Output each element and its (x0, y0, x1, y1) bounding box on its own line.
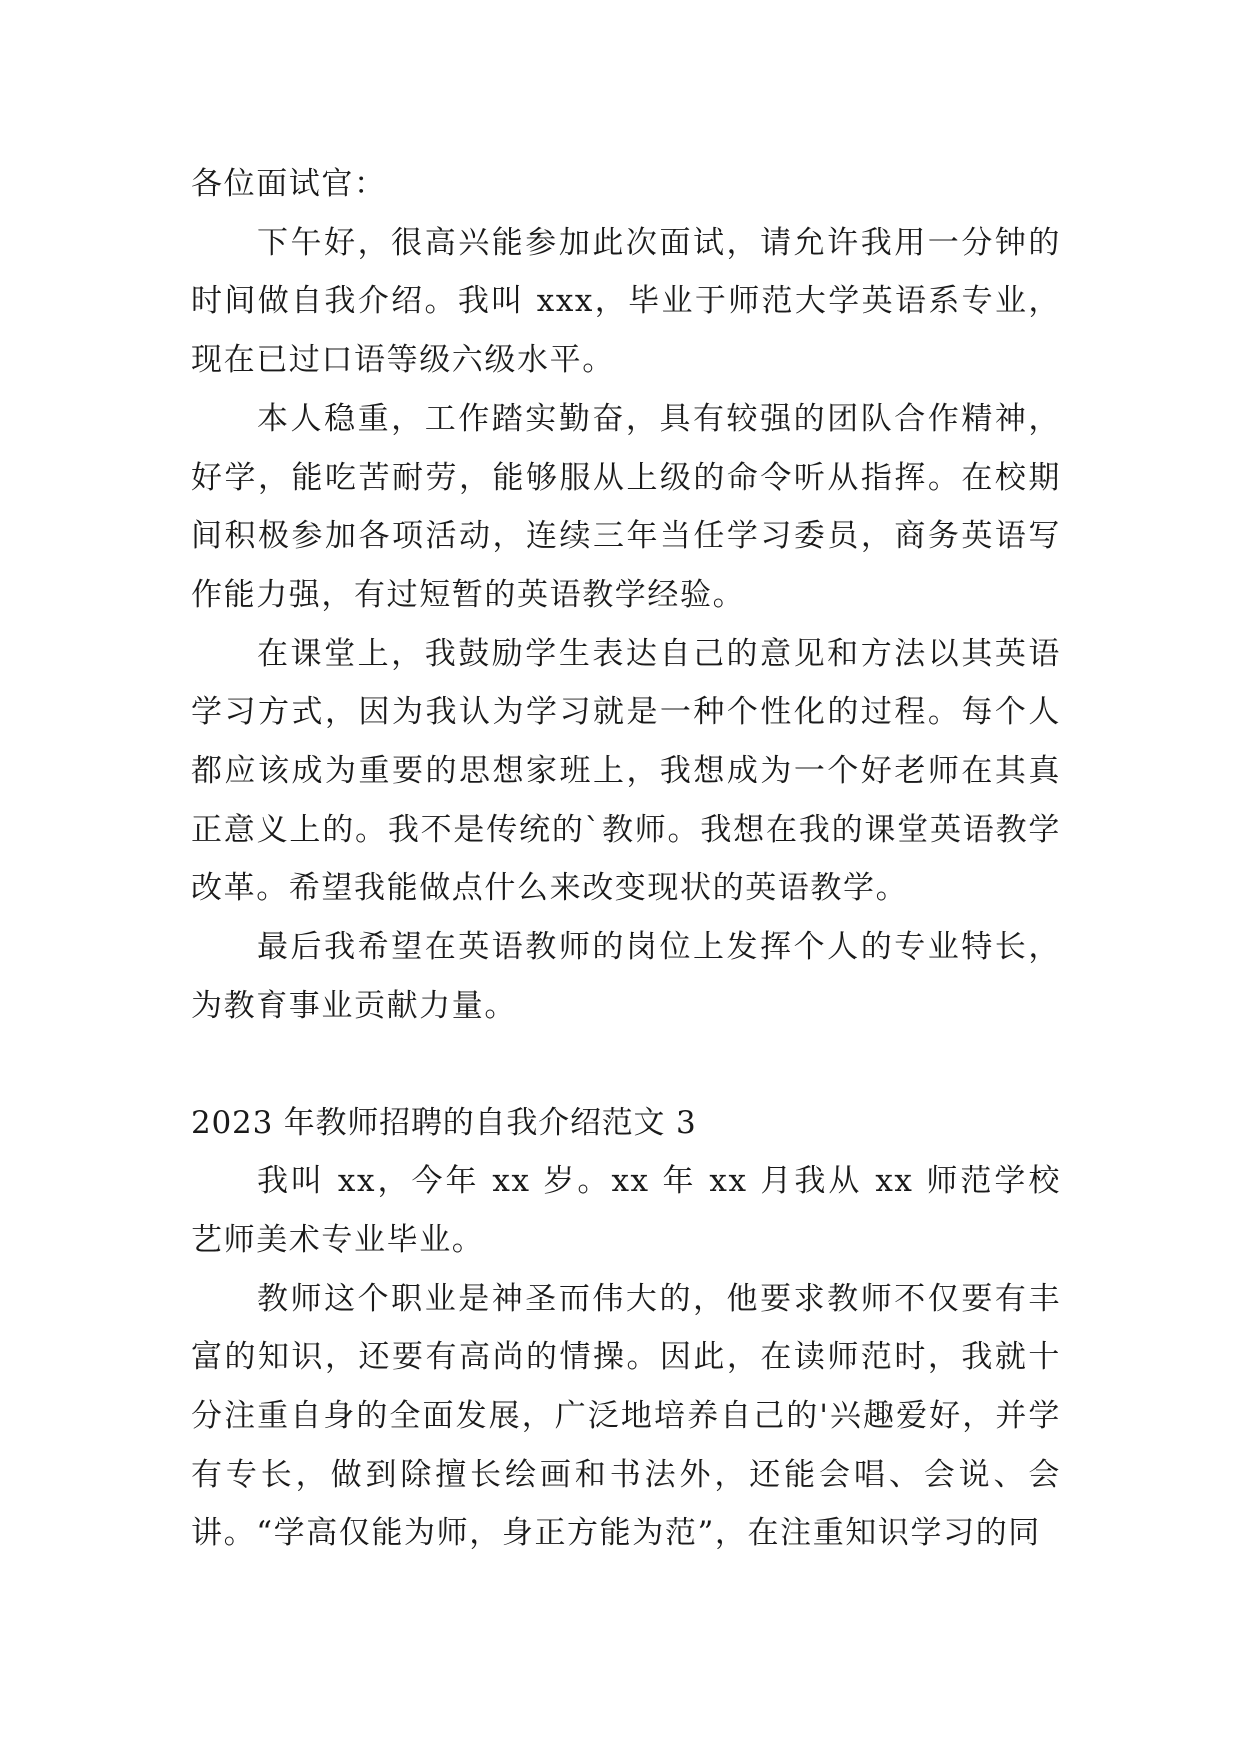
intro-paragraph-3: 在课堂上，我鼓励学生表达自己的意见和方法以其英语学习方式，因为我认为学习就是一种个性化的过程。每个人都应该成为重要的思想家班上，我想成为一个好老师在其真正意义上的。我不是传统的`教师。我想在我的课堂英语教学改革。希望我能做点什么来改变现状的英语教学。 (191, 635, 1061, 907)
greeting-line: 各位面试官： (191, 166, 387, 202)
intro-paragraph-1: 下午好，很高兴能参加此次面试，请允许我用一分钟的时间做自我介绍。我叫 xxx，毕业于师范大学英语系专业，现在已过口语等级六级水平。 (191, 224, 1061, 379)
section-paragraph-1: 我叫 xx，今年 xx 岁。xx 年 xx 月我从 xx 师范学校艺师美术专业毕业。 (191, 1163, 1061, 1258)
section-heading: 2023 年教师招聘的自我介绍范文 3 (191, 1104, 697, 1141)
section-paragraph-2: 教师这个职业是神圣而伟大的，他要求教师不仅要有丰富的知识，还要有高尚的情操。因此，在读师范时，我就十分注重自身的全面发展，广泛地培养自己的'兴趣爱好，并学有专长，做到除擅长绘画和书法外，还能会唱、会说、会讲。“学高仅能为师，身正方能为范”，在注重知识学习的同 (191, 1280, 1061, 1552)
intro-paragraph-2: 本人稳重，工作踏实勤奋，具有较强的团队合作精神，好学，能吃苦耐劳，能够服从上级的命令听从指挥。在校期间积极参加各项活动，连续三年当任学习委员，商务英语写作能力强，有过短暂的英语教学经验。 (191, 400, 1061, 613)
section-spacer (191, 1036, 1061, 1094)
document-body (191, 155, 1061, 1563)
intro-paragraph-4: 最后我希望在英语教师的岗位上发挥个人的专业特长，为教育事业贡献力量。 (191, 929, 1061, 1024)
